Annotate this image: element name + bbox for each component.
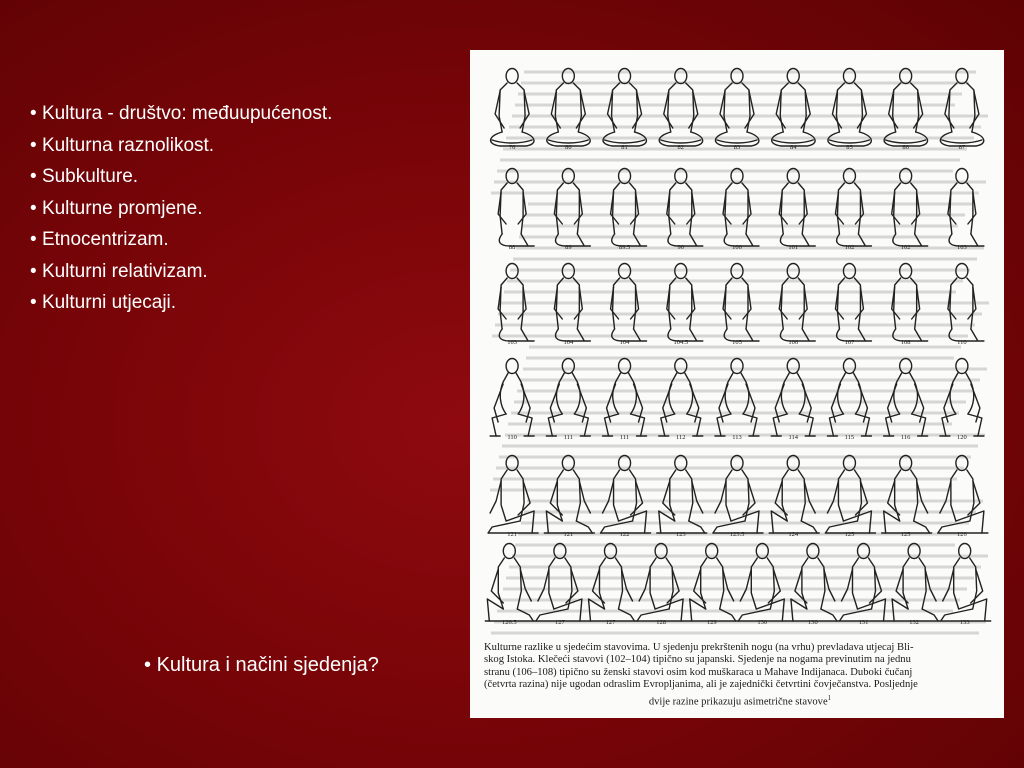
posture-number: 102	[900, 244, 911, 251]
bullet-item: • Kultura - društvo: međuupućenost.	[30, 98, 332, 130]
posture-figure	[688, 544, 738, 622]
posture-number: 114	[788, 434, 798, 441]
posture-figure	[715, 359, 759, 437]
posture-number: 111	[563, 434, 573, 441]
posture-number: 84	[789, 144, 797, 151]
posture-number: 127	[605, 619, 616, 626]
posture-figure	[637, 544, 687, 622]
posture-figure	[948, 264, 984, 342]
posture-figure	[882, 456, 932, 534]
caption-line: Kulturne razlike u sjedećim stavovima. U sjedenju prekrštenih nogu (na vrhu) prevladava utjecaj Bli-	[484, 642, 914, 653]
posture-number: 113	[732, 434, 742, 441]
caption-line: (četvrta razina) nije ugodan odraslim Evropljanima, ali je zajednički četvrtini čovječanstva. Posljednje	[484, 679, 918, 691]
posture-figure	[611, 264, 647, 342]
posture-number: 125	[844, 531, 855, 538]
posture-figure	[941, 544, 991, 622]
footnote-mark: 1	[827, 693, 832, 702]
posture-number: 80	[565, 144, 572, 151]
posture-figure	[827, 359, 871, 437]
posture-figure	[828, 69, 871, 147]
posture-number: 76	[508, 144, 516, 151]
question-bullet: • Kultura i načini sjedenja?	[144, 654, 379, 677]
posture-grid	[470, 50, 1004, 718]
posture-figure	[835, 169, 871, 247]
posture-number: 89	[565, 244, 572, 251]
posture-figure	[659, 69, 702, 147]
posture-number: 104.5	[673, 339, 689, 346]
posture-figure	[547, 69, 590, 147]
posture-number: 100	[732, 244, 742, 251]
posture-figure	[667, 169, 703, 247]
posture-number: 132	[909, 619, 919, 626]
posture-figure	[587, 544, 637, 622]
posture-figure	[940, 69, 983, 147]
posture-figure	[611, 169, 647, 247]
posture-figure	[715, 69, 758, 147]
posture-number: 105	[732, 339, 742, 346]
posture-number: 89.5	[618, 244, 631, 251]
bullet-item: • Etnocentrizam.	[30, 224, 332, 256]
posture-figure	[601, 456, 651, 534]
bullet-item: • Kulturne promjene.	[30, 193, 332, 225]
posture-number: 82	[677, 144, 685, 151]
bullet-list	[30, 98, 332, 319]
posture-number: 115	[844, 434, 855, 441]
bullet-item: • Kulturni utjecaji.	[30, 287, 332, 319]
posture-figure	[498, 264, 534, 342]
posture-number: 86	[902, 144, 909, 151]
caption-line-last	[484, 692, 996, 709]
posture-number: 129	[706, 619, 717, 626]
posture-figure	[554, 169, 590, 247]
caption-line: skog Istoka. Klečeći stavovi (102–104) tipično su japanski. Sjedenje na nogama previnutim na jednu	[484, 654, 911, 666]
posture-number: 121	[563, 531, 574, 538]
posture-number: 130	[808, 619, 818, 626]
posture-figure	[825, 456, 875, 534]
posture-figure	[659, 359, 703, 437]
caption-line: dvije razine prikazuju asimetrične stavove	[648, 696, 828, 708]
posture-number: 121	[507, 531, 517, 538]
posture-number: 126.5	[501, 619, 517, 626]
posture-number: 116	[900, 434, 911, 441]
posture-figure	[544, 456, 594, 534]
posture-figure	[603, 359, 647, 437]
caption-line: stranu (106–108) tipično su ženski stavovi osim kod muškaraca u Mahave Indijanaca. Duboki čučanj	[484, 666, 913, 678]
posture-number: 108	[900, 339, 911, 346]
posture-figure	[772, 69, 815, 147]
posture-number: 83	[733, 144, 741, 151]
posture-figure	[892, 264, 928, 342]
bullet-item: • Kulturni relativizam.	[30, 256, 332, 288]
posture-figure	[892, 169, 928, 247]
sitting-postures-figure	[470, 50, 1004, 718]
posture-figure	[884, 359, 928, 437]
posture-figure	[554, 264, 590, 342]
posture-figure	[667, 264, 703, 342]
posture-figure	[546, 359, 590, 437]
posture-number: 102	[844, 244, 855, 251]
posture-number: 107	[844, 339, 855, 346]
posture-figure	[789, 544, 839, 622]
posture-number: 103	[957, 244, 967, 251]
posture-figure	[769, 456, 819, 534]
posture-figure	[890, 544, 940, 622]
posture-number: 122	[619, 531, 630, 538]
posture-number: 124	[788, 531, 799, 538]
posture-number: 110	[507, 434, 517, 441]
posture-figure	[488, 456, 538, 534]
posture-figure	[723, 169, 759, 247]
posture-number: 88	[508, 244, 516, 251]
posture-number: 87	[958, 144, 966, 151]
posture-figure	[498, 169, 534, 247]
bullet-item: • Subkulture.	[30, 161, 332, 193]
posture-number: 131	[858, 619, 869, 626]
posture-number: 128	[656, 619, 666, 626]
posture-number: 104	[619, 339, 630, 346]
posture-number: 125	[900, 531, 911, 538]
posture-number: 81	[621, 144, 628, 151]
posture-number: 101	[788, 244, 799, 251]
posture-figure	[884, 69, 927, 147]
posture-figure	[779, 169, 815, 247]
posture-figure	[840, 544, 890, 622]
posture-figure	[938, 456, 988, 534]
posture-number: 120	[957, 434, 967, 441]
posture-figure	[723, 264, 759, 342]
posture-figure	[738, 544, 788, 622]
posture-figure	[948, 169, 984, 247]
figure-caption	[484, 642, 996, 709]
posture-figure	[771, 359, 815, 437]
posture-number: 127	[555, 619, 565, 626]
posture-number: 103	[507, 339, 517, 346]
bullet-item: • Kulturna raznolikost.	[30, 130, 332, 162]
posture-number: 110	[957, 339, 967, 346]
posture-figure	[657, 456, 707, 534]
posture-number: 85	[846, 144, 853, 151]
posture-number: 123.5	[729, 531, 745, 538]
posture-number: 112	[676, 434, 686, 441]
posture-number: 90	[677, 244, 685, 251]
posture-figure	[536, 544, 586, 622]
posture-number: 104	[563, 339, 574, 346]
posture-number: 123	[675, 531, 686, 538]
posture-figure	[779, 264, 815, 342]
posture-number: 111	[619, 434, 630, 441]
posture-figure	[485, 544, 535, 622]
posture-figure	[491, 69, 534, 147]
posture-figure	[713, 456, 763, 534]
posture-number: 130	[757, 619, 768, 626]
posture-number: 133	[959, 619, 970, 626]
posture-figure	[490, 359, 534, 437]
posture-number: 126	[957, 531, 967, 538]
posture-number: 106	[788, 339, 799, 346]
posture-figure	[835, 264, 871, 342]
posture-figure	[940, 359, 984, 437]
posture-figure	[603, 69, 646, 147]
